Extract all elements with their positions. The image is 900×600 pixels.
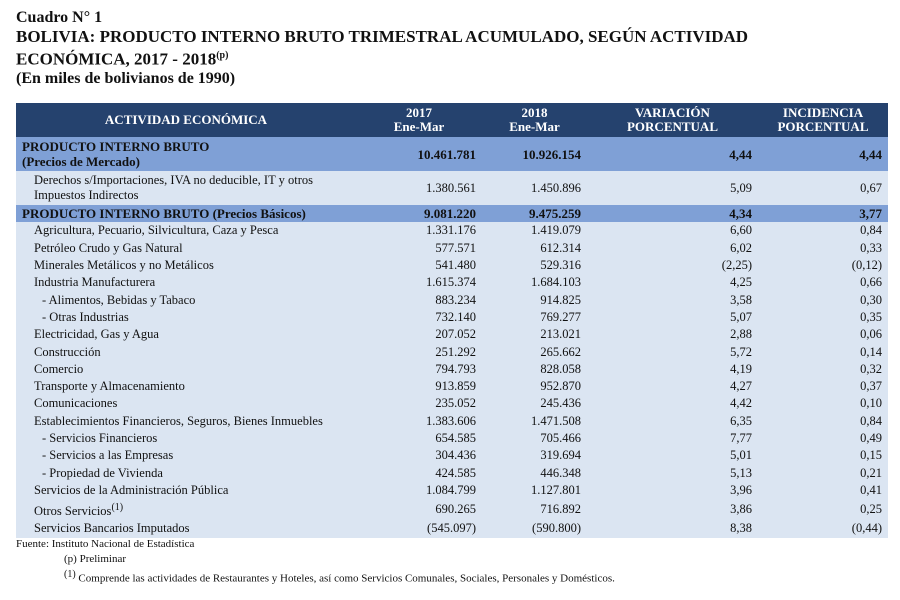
cell-2017: 1.380.561 [356, 171, 482, 205]
footnote-1-text: Comprende las actividades de Restaurantes y Hoteles, así como Servicios Comunales, Sociales, Personales y Domésticos. [78, 572, 615, 585]
cell-variation: 4,34 [587, 205, 758, 222]
cell-variation: 6,60 [587, 222, 758, 239]
cell-incidence: 0,15 [758, 447, 888, 464]
row-label: Construcción [16, 343, 356, 360]
row-label: Industria Manufacturera [16, 274, 356, 291]
cell-2018: 9.475.259 [482, 205, 587, 222]
table-row [16, 240, 888, 257]
cell-variation: 4,19 [587, 361, 758, 378]
row-label-text: Derechos s/Importaciones, IVA no deducible, IT y otros [34, 173, 313, 187]
table-row [16, 520, 888, 537]
cell-variation: (2,25) [587, 257, 758, 274]
col-header-incidence [758, 103, 888, 137]
cell-2017: (545.097) [356, 520, 482, 537]
cell-2018: 914.825 [482, 291, 587, 308]
cell-variation: 4,25 [587, 274, 758, 291]
cell-incidence: 0,33 [758, 240, 888, 257]
cell-incidence: 0,30 [758, 291, 888, 308]
cell-2018: 769.277 [482, 309, 587, 326]
row-label-text: PRODUCTO INTERNO BRUTO [22, 139, 210, 154]
cell-2018: 705.466 [482, 430, 587, 447]
cell-incidence: 0,06 [758, 326, 888, 343]
table-row [16, 464, 888, 481]
cell-variation: 6,02 [587, 240, 758, 257]
cell-2018: 952.870 [482, 378, 587, 395]
source-note: Fuente: Instituto Nacional de Estadística [16, 538, 195, 550]
cell-incidence: 0,14 [758, 343, 888, 360]
footnote-mark: (1) [111, 502, 124, 514]
table-row [16, 137, 888, 171]
cell-2017: 207.052 [356, 326, 482, 343]
cell-variation: 3,96 [587, 482, 758, 499]
table-title-line2 [16, 46, 886, 69]
table-header-row [16, 103, 888, 137]
cell-2017: 235.052 [356, 395, 482, 412]
cell-2017: 1.331.176 [356, 222, 482, 239]
table-row [16, 274, 888, 291]
table-row [16, 361, 888, 378]
cell-2017: 577.571 [356, 240, 482, 257]
row-label: Minerales Metálicos y no Metálicos [16, 257, 356, 274]
cell-2017: 10.461.781 [356, 137, 482, 171]
table-title-text: ECONÓMICA, 2017 - 2018 [16, 49, 217, 69]
row-label: Servicios de la Administración Pública [16, 482, 356, 499]
row-label-note: Impuestos Indirectos [34, 188, 139, 202]
cell-variation: 3,86 [587, 499, 758, 520]
cell-2018: 1.450.896 [482, 171, 587, 205]
cell-incidence: 0,84 [758, 222, 888, 239]
cell-variation: 4,44 [587, 137, 758, 171]
preliminary-note: (p) Preliminar [64, 553, 127, 565]
table-row [16, 430, 888, 447]
cell-2017: 304.436 [356, 447, 482, 464]
cell-incidence: 0,25 [758, 499, 888, 520]
row-label: Servicios Bancarios Imputados [16, 520, 356, 537]
row-label: Comunicaciones [16, 395, 356, 412]
table-row [16, 257, 888, 274]
cell-2017: 794.793 [356, 361, 482, 378]
cell-variation: 8,38 [587, 520, 758, 537]
cell-2018: 265.662 [482, 343, 587, 360]
cell-2018: 716.892 [482, 499, 587, 520]
row-label [16, 499, 356, 520]
cell-variation: 4,27 [587, 378, 758, 395]
col-header-2018-period: Ene-Mar [509, 119, 560, 134]
cell-incidence: 0,84 [758, 413, 888, 430]
cell-variation: 5,13 [587, 464, 758, 481]
row-label: Petróleo Crudo y Gas Natural [16, 240, 356, 257]
cell-2017: 424.585 [356, 464, 482, 481]
cell-variation: 7,77 [587, 430, 758, 447]
cell-2018: 1.471.508 [482, 413, 587, 430]
table-subtitle: (En miles de bolivianos de 1990) [16, 69, 236, 87]
table-header-block [16, 8, 886, 88]
row-label-text: Otros Servicios [34, 504, 112, 519]
col-header-2017-period: Ene-Mar [393, 119, 445, 134]
cell-incidence: 0,67 [758, 171, 888, 205]
cell-2017: 690.265 [356, 499, 482, 520]
table-row [16, 447, 888, 464]
row-label: Transporte y Almacenamiento [16, 378, 356, 395]
cell-2018: 612.314 [482, 240, 587, 257]
cell-2018: 10.926.154 [482, 137, 587, 171]
cell-2018: 319.694 [482, 447, 587, 464]
cell-variation: 4,42 [587, 395, 758, 412]
cell-2017: 1.383.606 [356, 413, 482, 430]
table-row [16, 378, 888, 395]
row-label: Electricidad, Gas y Agua [16, 326, 356, 343]
cell-2018: 1.127.801 [482, 482, 587, 499]
table-row [16, 222, 888, 239]
col-header-variation-l2: PORCENTUAL [626, 119, 718, 134]
table-row [16, 171, 888, 205]
col-header-2018-year: 2018 [521, 105, 548, 120]
row-label: - Servicios a las Empresas [16, 447, 356, 464]
cell-2018: 529.316 [482, 257, 587, 274]
footnote-1 [16, 567, 615, 587]
row-label: - Servicios Financieros [16, 430, 356, 447]
row-label [16, 137, 356, 171]
table-title-line1: BOLIVIA: PRODUCTO INTERNO BRUTO TRIMESTRAL ACUMULADO, SEGÚN ACTIVIDAD [16, 27, 749, 46]
cell-2017: 251.292 [356, 343, 482, 360]
cell-incidence: 4,44 [758, 137, 888, 171]
cell-incidence: 0,35 [758, 309, 888, 326]
cell-incidence: 0,32 [758, 361, 888, 378]
row-label [16, 171, 356, 205]
cell-2017: 732.140 [356, 309, 482, 326]
cell-2018: 446.348 [482, 464, 587, 481]
preliminary-mark: (p) [216, 50, 229, 61]
table-footer [16, 537, 615, 587]
cell-incidence: 0,66 [758, 274, 888, 291]
cell-variation: 5,01 [587, 447, 758, 464]
cell-incidence: (0,44) [758, 520, 888, 537]
cell-incidence: 0,37 [758, 378, 888, 395]
cell-incidence: 0,41 [758, 482, 888, 499]
cell-variation: 5,72 [587, 343, 758, 360]
cell-2017: 654.585 [356, 430, 482, 447]
col-header-incidence-l2: PORCENTUAL [777, 119, 869, 134]
cell-2018: 1.684.103 [482, 274, 587, 291]
row-label: PRODUCTO INTERNO BRUTO (Precios Básicos) [16, 205, 356, 222]
cell-variation: 5,09 [587, 171, 758, 205]
table-row [16, 309, 888, 326]
table-number-label: Cuadro N° 1 [16, 9, 103, 26]
table-row [16, 499, 888, 520]
cell-2017: 913.859 [356, 378, 482, 395]
cell-2017: 541.480 [356, 257, 482, 274]
row-label: - Otras Industrias [16, 309, 356, 326]
cell-variation: 2,88 [587, 326, 758, 343]
col-header-activity: ACTIVIDAD ECONÓMICA [16, 103, 356, 137]
col-header-variation [587, 103, 758, 137]
cell-variation: 5,07 [587, 309, 758, 326]
cell-incidence: 0,10 [758, 395, 888, 412]
table-row [16, 413, 888, 430]
row-label: - Alimentos, Bebidas y Tabaco [16, 291, 356, 308]
cell-2017: 1.084.799 [356, 482, 482, 499]
row-label-note: (Precios de Mercado) [22, 154, 140, 169]
table-row [16, 205, 888, 222]
col-header-variation-l1: VARIACIÓN [635, 105, 710, 120]
table-row [16, 291, 888, 308]
row-label: Comercio [16, 361, 356, 378]
col-header-2017-year: 2017 [406, 105, 432, 120]
cell-2018: 213.021 [482, 326, 587, 343]
cell-2018: 828.058 [482, 361, 587, 378]
cell-2017: 1.615.374 [356, 274, 482, 291]
table-row [16, 343, 888, 360]
gdp-table [16, 103, 888, 538]
cell-incidence: 0,49 [758, 430, 888, 447]
footnote-1-mark: (1) [64, 569, 76, 580]
cell-incidence: 0,21 [758, 464, 888, 481]
cell-2017: 9.081.220 [356, 205, 482, 222]
cell-2017: 883.234 [356, 291, 482, 308]
table-row [16, 326, 888, 343]
col-header-2018 [482, 103, 587, 137]
cell-variation: 6,35 [587, 413, 758, 430]
cell-2018: (590.800) [482, 520, 587, 537]
cell-variation: 3,58 [587, 291, 758, 308]
row-label: Agricultura, Pecuario, Silvicultura, Caza y Pesca [16, 222, 356, 239]
table-row [16, 482, 888, 499]
row-label: - Propiedad de Vivienda [16, 464, 356, 481]
cell-incidence: 3,77 [758, 205, 888, 222]
cell-incidence: (0,12) [758, 257, 888, 274]
table-body [16, 137, 888, 538]
row-label: Establecimientos Financieros, Seguros, Bienes Inmuebles [16, 413, 356, 430]
col-header-2017 [356, 103, 482, 137]
cell-2018: 245.436 [482, 395, 587, 412]
col-header-incidence-l1: INCIDENCIA [782, 105, 864, 120]
table-row [16, 395, 888, 412]
cell-2018: 1.419.079 [482, 222, 587, 239]
